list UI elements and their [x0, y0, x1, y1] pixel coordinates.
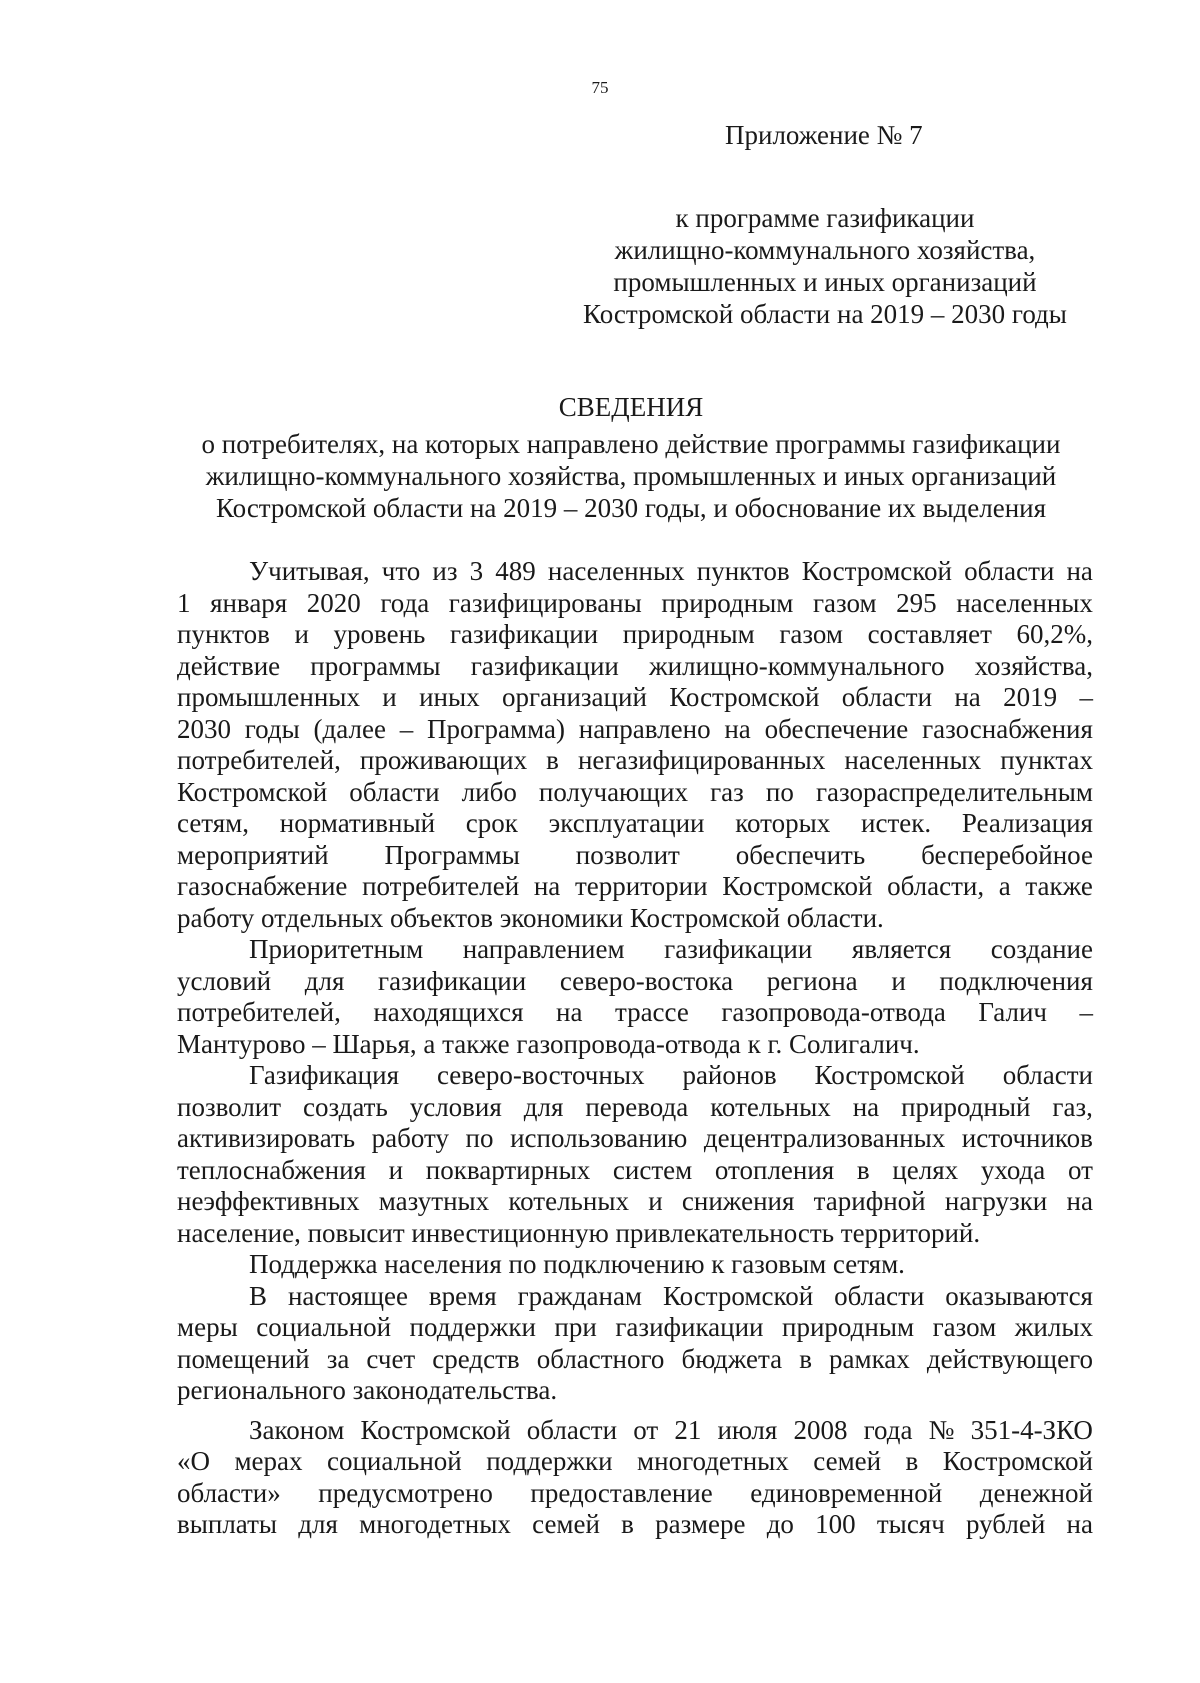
body-line: Мантурово – Шарья, а также газопровода-отвода к г. Солигалич. [177, 1028, 920, 1059]
body-line: газоснабжение потребителей на территории Костромской области, а также [177, 871, 1093, 901]
body-line: «О мерах социальной поддержки многодетных семей в Костромской [177, 1446, 1093, 1476]
body-line: потребителей, находящихся на трассе газопровода-отвода Галич – [177, 997, 1093, 1027]
body-line: действие программы газификации жилищно-коммунального хозяйства, [177, 650, 1093, 681]
body-line: области» предусмотрено предоставление единовременной денежной [177, 1477, 1093, 1508]
body-line: пунктов и уровень газификации природным газом составляет 60,2%, [177, 619, 1093, 649]
body-line: регионального законодательства. [177, 1375, 558, 1405]
body-line: промышленных и иных организаций Костромской области на 2019 – [177, 682, 1093, 712]
body-line: Приоритетным направлением газификации является создание [249, 934, 1093, 964]
appendix-reference-line: к программе газификации [675, 203, 975, 233]
body-line: мероприятий Программы позволит обеспечить бесперебойное [177, 839, 1093, 870]
document-title: СВЕДЕНИЯ [558, 392, 704, 422]
appendix-reference-line: жилищно-коммунального хозяйства, [614, 235, 1036, 265]
subtitle-line: Костромской области на 2019 – 2030 годы, и обоснование их выделения [215, 493, 1047, 523]
body-line: Поддержка населения по подключению к газовым сетям. [249, 1249, 905, 1279]
body-line: условий для газификации северо-востока региона и подключения [177, 965, 1093, 996]
body-line: сетям, нормативный срок эксплуатации которых истек. Реализация [177, 808, 1093, 838]
body-line: население, повысит инвестиционную привлекательность территорий. [177, 1217, 981, 1248]
body-line: В настоящее время гражданам Костромской области оказываются [249, 1280, 1093, 1311]
body-line: Газификация северо-восточных районов Костромской области [249, 1060, 1093, 1090]
appendix-reference-line: промышленных и иных организаций [613, 267, 1037, 297]
appendix-reference-line: Костромской области на 2019 – 2030 годы [583, 299, 1067, 329]
body-line: 1 января 2020 года газифицированы природным газом 295 населенных [177, 587, 1093, 618]
body-line: Законом Костромской области от 21 июля 2008 года № 351-4-ЗКО [249, 1414, 1093, 1445]
body-line: позволит создать условия для перевода котельных на природный газ, [177, 1091, 1093, 1122]
subtitle-line: о потребителях, на которых направлено действие программы газификации [201, 429, 1061, 459]
body-line: работу отдельных объектов экономики Костромской области. [177, 902, 884, 933]
body-line: теплоснабжения и поквартирных систем отопления в целях ухода от [177, 1154, 1093, 1185]
appendix-number: Приложение № 7 [725, 120, 923, 150]
page-number: 75 [591, 78, 609, 97]
body-text [177, 556, 1093, 1541]
body-line: потребителей, проживающих в негазифицированных населенных пунктах [177, 745, 1093, 775]
body-line: помещений за счет средств областного бюджета в рамках действующего [177, 1343, 1093, 1374]
appendix-reference [560, 202, 1090, 330]
body-line: Учитывая, что из 3 489 населенных пунктов Костромской области на [249, 556, 1093, 586]
body-line: активизировать работу по использованию децентрализованных источников [177, 1123, 1093, 1153]
body-line: Костромской области либо получающих газ по газораспределительным [177, 776, 1093, 807]
body-line: меры социальной поддержки при газификации природным газом жилых [177, 1312, 1093, 1342]
subtitle-line: жилищно-коммунального хозяйства, промышленных и иных организаций [205, 461, 1057, 491]
document-subtitle [170, 428, 1092, 524]
body-line: 2030 годы (далее – Программа) направлено на обеспечение газоснабжения [177, 713, 1093, 744]
body-line: неэффективных мазутных котельных и снижения тарифной нагрузки на [177, 1186, 1093, 1216]
body-line: выплаты для многодетных семей в размере до 100 тысяч рублей на [177, 1509, 1093, 1539]
